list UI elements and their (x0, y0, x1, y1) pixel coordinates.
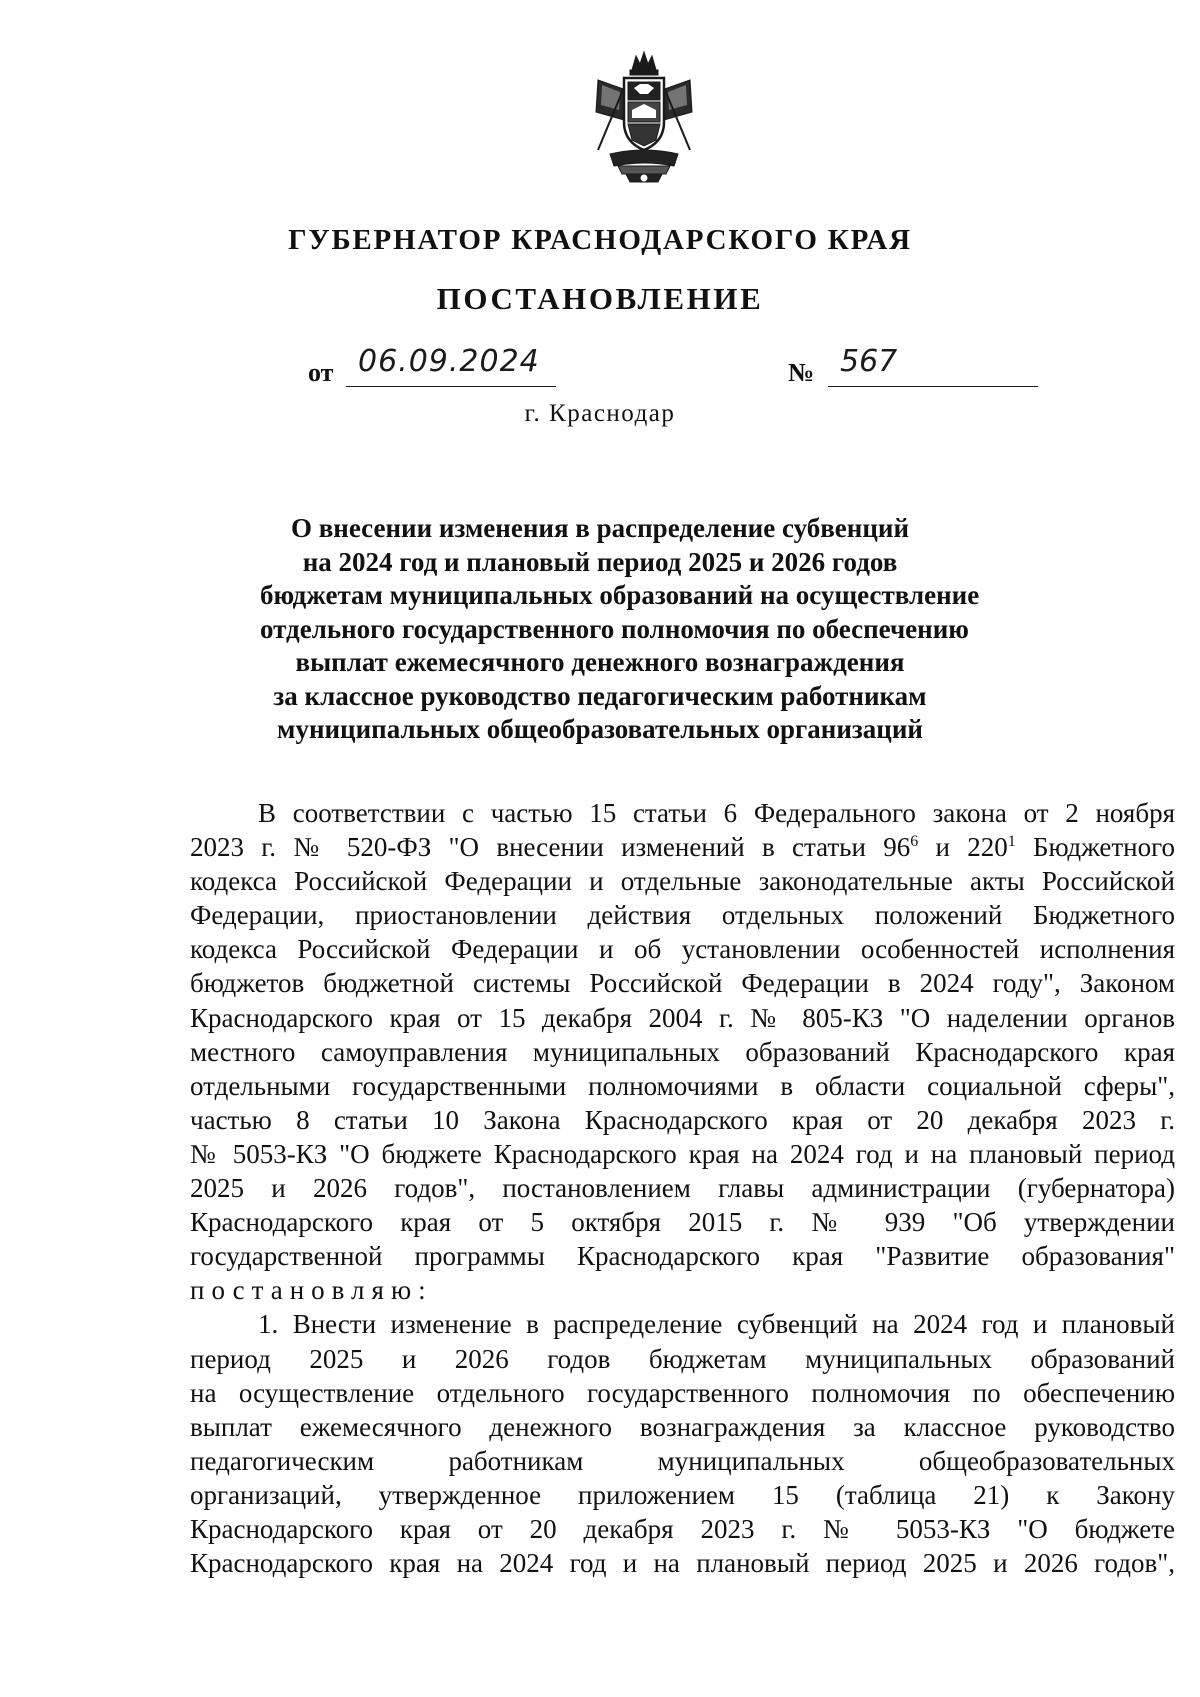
title-line: муниципальных общеобразовательных организаций (277, 714, 923, 744)
resolution-word: постановляю: (190, 1275, 433, 1306)
number-field (828, 344, 1038, 387)
body-line: организаций, утвержденное приложением 15 (таблица 21) к Закону (190, 1479, 1175, 1510)
body-line: частью 8 статьи 10 Закона Краснодарского края от 20 декабря 2023 г. (190, 1104, 1175, 1135)
title-line: за классное руководство педагогическим работникам (273, 680, 927, 711)
body-line: Краснодарского края на 2024 год и на плановый период 2025 и 2026 годов", (190, 1548, 1175, 1579)
date-label: от (308, 358, 334, 387)
title-line: О внесении изменения в распределение субвенций (290, 513, 910, 543)
issuing-authority: ГУБЕРНАТОР КРАСНОДАРСКОГО КРАЯ (288, 224, 912, 256)
body-line: педагогическим работникам муниципальных общеобразовательных (190, 1445, 1175, 1476)
coat-of-arms-icon (588, 50, 700, 188)
body-line: Федерации, приостановлении действия отдельных положений Бюджетного (190, 900, 1175, 931)
body-line: местного самоуправления муниципальных образований Краснодарского края (190, 1036, 1175, 1067)
title-line: выплат ежемесячного денежного вознаграждения (295, 647, 905, 677)
title-line: отдельного государственного полномочия по обеспечению (260, 613, 969, 644)
body-text: и 220 (918, 832, 1008, 863)
body-line: кодекса Российской Федерации и об установлении особенностей исполнения (190, 934, 1175, 965)
body-text: 2023 г. № 520-ФЗ "О внесении изменений в статьи 96 (190, 832, 911, 863)
body-line: Краснодарского края от 5 октября 2015 г. № 939 "Об утверждении (190, 1207, 1175, 1238)
body-line: 1. Внести изменение в распределение субвенций на 2024 год и плановый (258, 1309, 1175, 1340)
body-line: бюджетов бюджетной системы Российской Федерации в 2024 году", Законом (190, 968, 1175, 999)
body-line (190, 830, 1175, 864)
number-label: № (788, 358, 815, 387)
date-field (346, 344, 556, 387)
body-line: государственной программы Краснодарского края "Развитие образования" (190, 1241, 1175, 1272)
date-number-row (308, 344, 1038, 394)
body-line: В соответствии с частью 15 статьи 6 Федерального закона от 2 ноября (258, 798, 1175, 828)
title-line: на 2024 год и плановый период 2025 и 2026 годов (302, 546, 898, 577)
body-line: Краснодарского края от 20 декабря 2023 г. № 5053-КЗ "О бюджете (190, 1513, 1175, 1544)
number-value: 567 (840, 344, 898, 379)
document-body (190, 796, 1175, 1580)
superscript: 6 (910, 833, 919, 851)
title-line: бюджетам муниципальных образований на осуществление (260, 580, 980, 610)
body-line: на осуществление отдельного государственного полномочия по обеспечению (190, 1377, 1175, 1408)
body-line: период 2025 и 2026 годов бюджетам муниципальных образований (190, 1343, 1175, 1374)
document-title (260, 512, 980, 747)
body-line: № 5053-КЗ "О бюджете Краснодарского края на 2024 год и на плановый период (190, 1138, 1175, 1169)
date-value: 06.09.2024 (358, 344, 540, 379)
body-line: отдельными государственными полномочиями в области социальной сферы", (190, 1070, 1175, 1101)
city: г. Краснодар (524, 400, 676, 427)
superscript: 1 (1007, 833, 1016, 851)
body-line: выплат ежемесячного денежного вознаграждения за классное руководство (190, 1411, 1175, 1442)
document-type: ПОСТАНОВЛЕНИЕ (436, 281, 764, 316)
body-line: Краснодарского края от 15 декабря 2004 г. № 805-КЗ "О наделении органов (190, 1002, 1175, 1033)
body-line: кодекса Российской Федерации и отдельные законодательные акты Российской (190, 866, 1175, 897)
body-text: Бюджетного (1015, 832, 1176, 863)
body-line: 2025 и 2026 годов", постановлением главы администрации (губернатора) (190, 1173, 1175, 1204)
